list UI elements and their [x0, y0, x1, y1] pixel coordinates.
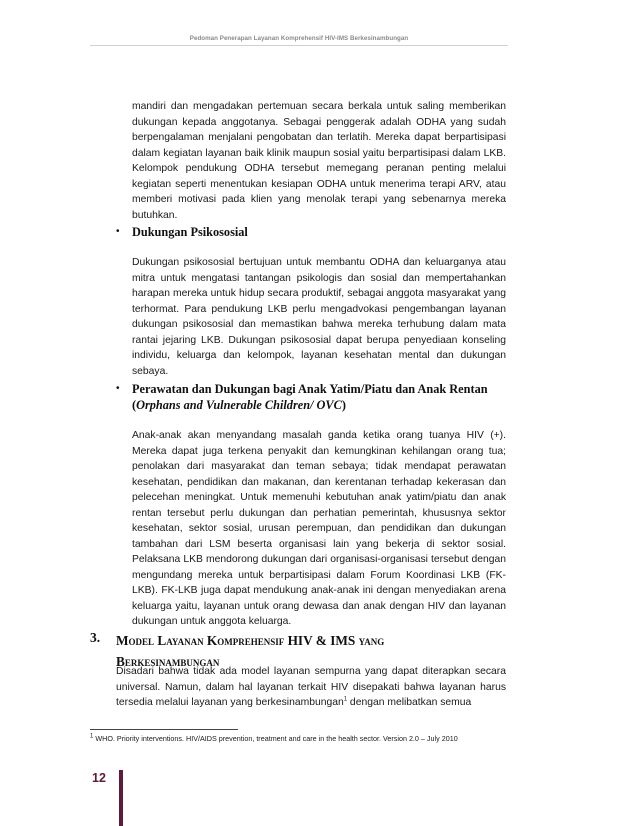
bullet-text-psikososial: Dukungan psikososial bertujuan untuk membantu ODHA dan keluarganya atau mitra untuk mengatasi tantangan psikologis dan sosial dan mempertahankan harapan mereka untuk hidup secara produktif, sebagai anggota masyarakat yang terhormat. Para pendukung LKB perlu mengadvokasi pengembangan layanan dukungan psikososial dan memastikan bahwa mereka terhubung dalam mata rantai jejaring LKB. Dukungan psikososial dapat berupa penyediaan konseling individu, keluarga dan kelompok, layanan kesehatan mental dan dukungan sebaya.: [132, 257, 506, 377]
page-number: 12: [92, 771, 106, 785]
bullet-heading-ovc: [132, 382, 512, 413]
section-text-after: dengan melibatkan semua: [347, 697, 472, 708]
section-title-line1: Model Layanan Komprehensif HIV & IMS yang: [116, 633, 385, 648]
footnote-reference: 1: [343, 696, 348, 703]
footnote-mark: 1: [90, 733, 94, 740]
running-header: Pedoman Penerapan Layanan Komprehensif HIV-IMS Berkesinambungan: [189, 35, 409, 42]
bullet-heading-ovc-italic: Orphans and Vulnerable Children/ OVC: [136, 397, 342, 412]
footnote-divider: [90, 729, 238, 730]
header-divider: [90, 45, 508, 46]
footer-accent-bar: [119, 770, 123, 826]
bullet-icon: •: [116, 383, 120, 394]
bullet-heading-psikososial: Dukungan Psikososial: [132, 225, 248, 239]
section-paragraph: [116, 664, 506, 711]
bullet-heading-ovc-open: (: [132, 397, 137, 412]
bullet-heading-ovc-close: ): [341, 397, 346, 412]
bullet-heading-ovc-main: Perawatan dan Dukungan bagi Anak Yatim/Piatu dan Anak Rentan: [132, 382, 488, 396]
section-number: 3.: [90, 630, 101, 645]
footnote-text: WHO. Priority interventions. HIV/AIDS prevention, treatment and care in the health sector. Version 2.0 – July 2010: [93, 734, 458, 743]
bullet-text-ovc: Anak-anak akan menyandang masalah ganda ketika orang tuanya HIV (+). Mereka dapat juga terkena penyakit dan kemungkinan kehilangan orang tua; penolakan dari masyarakat dan teman sebaya; tidak mendapat perawatan kesehatan, pendidikan dan makanan, dan kerentanan terhadap kekerasan dan pelecehan meningkat. Untuk memenuhi kebutuhan anak yatim/piatu dan anak rentan tersebut perlu dukungan dan perhatian pemerintah, khususnya sektor kesehatan, sektor sosial, urusan perempuan, dan pendidikan dan dukungan tambahan dari LSM beserta organisasi lain yang bekerja di sektor sosial. Pelaksana LKB mendorong dukungan dari organisasi-organisasi tersebut dengan mengundang mereka untuk berpartisipasi dalam Forum Koordinasi LKB (FK-LKB). FK-LKB juga dapat mendukung anak-anak ini dengan menyediakan arena keluarga yaitu, layanan untuk orang dewasa dan anak dengan HIV dan layanan dukungan untuk anggota keluarga.: [132, 430, 506, 627]
section-text-before: Disadari bahwa tidak ada model layanan sempurna yang dapat diterapkan secara universal. Namun, dalam hal layanan terkait HIV disepakati bahwa layanan harus tersedia melalui layanan yang berkesinambungan: [116, 666, 506, 708]
footnote: [90, 733, 508, 745]
section-title-line2: Berkesinambungan: [116, 654, 220, 669]
bullet-icon: •: [116, 226, 120, 237]
continued-paragraph: mandiri dan mengadakan pertemuan secara berkala untuk saling memberikan dukungan kepada anggotanya. Sebagai penggerak adalah ODHA yang sudah berpengalaman menjalani pengobatan dan terlatih. Mereka dapat berpartisipasi dalam kegiatan layanan baik klinik maupun sosial yaitu berpartisipasi dalam LKB. Kelompok pendukung ODHA tersebut memegang peranan penting melalui kegiatan seperti menentukan kesiapan ODHA untuk menerima terapi ARV, atau memberi motivasi pada klien yang menolak terapi yang sebenarnya mereka butuhkan.: [132, 101, 506, 221]
